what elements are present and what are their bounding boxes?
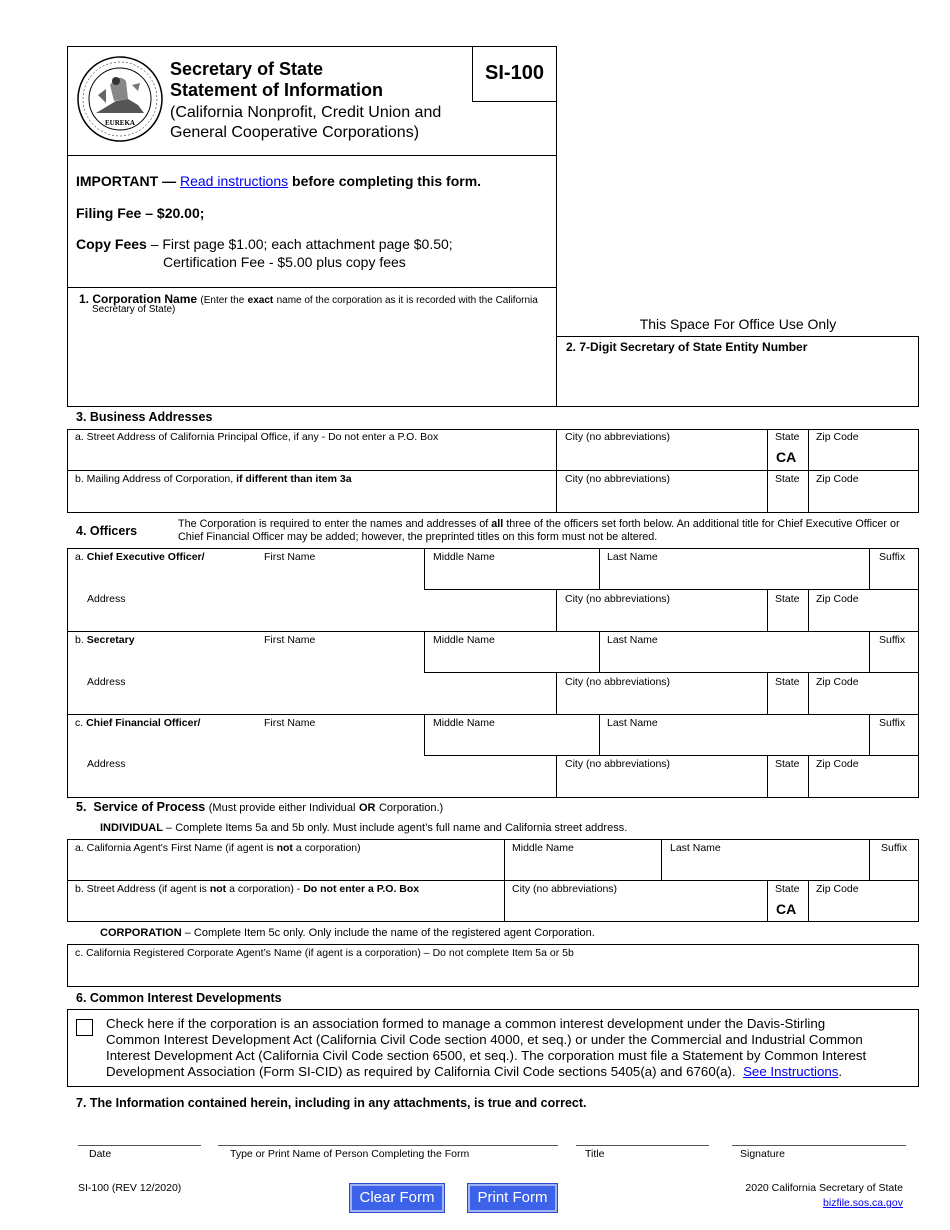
- secretary-last-name-input[interactable]: [601, 647, 867, 671]
- col-divider: [767, 429, 768, 513]
- middle-name-label: Middle Name: [512, 842, 574, 854]
- signature-input[interactable]: [732, 1122, 906, 1144]
- mailing-label-a: b. Mailing Address of Corporation,: [75, 473, 234, 485]
- agent-first-name-label: [75, 842, 361, 854]
- certification-fee: Certification Fee - $5.00 plus copy fees: [163, 254, 406, 270]
- col-divider: [808, 755, 809, 798]
- zip-label: Zip Code: [816, 676, 859, 688]
- col-divider: [808, 672, 809, 714]
- corporate-agent-input[interactable]: [69, 961, 917, 985]
- item5-header: [76, 800, 443, 814]
- clear-form-button[interactable]: Clear Form: [350, 1184, 444, 1212]
- col-divider: [767, 589, 768, 631]
- ceo-zip-input[interactable]: [810, 606, 917, 630]
- cfo-city-input[interactable]: [558, 771, 765, 796]
- cid-checkbox[interactable]: [76, 1019, 93, 1036]
- cfo-first-name-input[interactable]: [262, 730, 422, 754]
- title-line2: Statement of Information: [170, 80, 384, 100]
- item4-desc-b: three of the officers set forth below. An additional title for Chief Executive Officer or: [506, 518, 900, 530]
- agent-city-input[interactable]: [506, 896, 765, 920]
- agent-street-input[interactable]: [69, 896, 502, 920]
- print-form-button[interactable]: Print Form: [468, 1184, 557, 1212]
- row-divider: [67, 714, 919, 715]
- form-code: SI-100: [485, 62, 544, 84]
- cfo-title: [75, 717, 200, 729]
- col-divider: [599, 714, 600, 755]
- last-name-label: Last Name: [670, 842, 721, 854]
- agent-a-label-a: a. California Agent's First Name (if agent is: [75, 842, 274, 854]
- col-divider: [808, 880, 809, 922]
- item4-desc-a: The Corporation is required to enter the names and addresses of: [178, 518, 489, 530]
- address-label: Address: [87, 593, 126, 605]
- col-divider: [808, 589, 809, 631]
- ceo-address-input[interactable]: [69, 606, 554, 630]
- col-divider: [869, 631, 870, 672]
- zip-label: Zip Code: [816, 593, 859, 605]
- suffix-label: Suffix: [879, 717, 906, 729]
- corporation-instructions: [100, 927, 595, 939]
- col-divider: [808, 429, 809, 513]
- item4-description-line2: Chief Financial Officer may be added; however, the preprinted titles on this form must not be altered.: [178, 531, 658, 543]
- principal-office-input[interactable]: [69, 445, 554, 469]
- title-line1: Secretary of State: [170, 59, 324, 79]
- row-divider: [67, 631, 919, 632]
- office-use-label: This Space For Office Use Only: [639, 316, 837, 332]
- cfo-middle-name-input[interactable]: [426, 730, 597, 754]
- agent-state-value[interactable]: CA: [776, 901, 797, 917]
- address-label: Address: [87, 676, 126, 688]
- suffix-label: Suffix: [879, 551, 906, 563]
- last-name-label: Last Name: [607, 634, 658, 646]
- cfo-last-name-input[interactable]: [601, 730, 867, 754]
- city-label: City (no abbreviations): [512, 883, 618, 895]
- ceo-title: [75, 551, 205, 563]
- signature-line: [732, 1145, 906, 1146]
- item5-note-a: (Must provide either Individual: [208, 802, 356, 814]
- name-line: [218, 1145, 558, 1146]
- see-instructions-link[interactable]: See Instructions: [743, 1064, 839, 1079]
- city-label: City (no abbreviations): [565, 758, 671, 770]
- title-line: [576, 1145, 709, 1146]
- mailing-city-input[interactable]: [558, 487, 765, 511]
- zip-label: Zip Code: [816, 883, 859, 895]
- cid-line4-text: Development Association (Form SI-CID) as required by California Civil Code sections 5405(a) and 6760(a).: [106, 1064, 736, 1079]
- item7-title: 7. The Information contained herein, including in any attachments, is true and correct.: [76, 1096, 587, 1110]
- agent-b-label-b: a corporation) -: [229, 883, 301, 895]
- col-divider: [767, 755, 768, 798]
- svg-text:EUREKA: EUREKA: [105, 119, 135, 127]
- city-label: City (no abbreviations): [565, 676, 671, 688]
- agent-middle-name-input[interactable]: [506, 855, 659, 879]
- agent-street-label: [75, 883, 419, 895]
- cid-link-suffix: .: [838, 1064, 843, 1079]
- copy-fees: [76, 236, 453, 252]
- item5-number: 5.: [76, 800, 87, 814]
- cid-text-line2: Common Interest Development Act (California Civil Code section 4000, et seq.) or under the Commercial and Industrial Common: [106, 1032, 863, 1047]
- agent-b-label-bold: Do not enter a P.O. Box: [303, 883, 420, 895]
- col-divider: [556, 429, 557, 513]
- zip-label: Zip Code: [816, 473, 859, 485]
- first-name-label: First Name: [264, 551, 316, 563]
- secretary-city-input[interactable]: [558, 689, 765, 713]
- form-code-underline: [472, 101, 557, 102]
- mailing-state-input[interactable]: [769, 487, 806, 511]
- col-divider: [869, 839, 870, 880]
- state-label: State: [775, 473, 800, 485]
- middle-name-label: Middle Name: [433, 634, 495, 646]
- col-divider: [424, 631, 425, 672]
- cid-text-line3: Interest Development Act (California Civil Code section 6500, et seq.). The corporation must file a Statement by Common Interest: [106, 1048, 867, 1063]
- corporation-label: CORPORATION: [100, 927, 182, 939]
- cfo-state-input[interactable]: [769, 771, 806, 796]
- agent-zip-input[interactable]: [810, 896, 917, 920]
- ceo-prefix: a.: [75, 551, 84, 563]
- agent-last-name-input[interactable]: [663, 855, 867, 879]
- subtitle-line1: (California Nonprofit, Credit Union and: [170, 104, 442, 121]
- cid-text-line1: Check here if the corporation is an association formed to manage a common interest development under the Davis-Stirling: [106, 1016, 826, 1031]
- state-label: State: [775, 593, 800, 605]
- printed-name-label: Type or Print Name of Person Completing the Form: [230, 1148, 470, 1160]
- cfo-zip-input[interactable]: [810, 771, 917, 796]
- item5-note-or: OR: [358, 802, 376, 814]
- col-divider: [504, 839, 505, 922]
- last-name-label: Last Name: [607, 717, 658, 729]
- principal-office-label: a. Street Address of California Principal Office, if any - Do not enter a P.O. Box: [75, 431, 439, 443]
- state-label: State: [775, 758, 800, 770]
- first-name-label: First Name: [264, 634, 316, 646]
- date-input[interactable]: [78, 1122, 201, 1144]
- agent-a-label-not: not: [276, 842, 293, 854]
- col-divider: [556, 755, 557, 798]
- important-suffix: before completing this form.: [292, 173, 482, 189]
- state-label: State: [775, 431, 800, 443]
- mailing-label-bold: if different than item 3a: [236, 473, 352, 485]
- item5-title: Service of Process: [93, 800, 206, 814]
- item4-desc-all: all: [491, 518, 504, 530]
- ceo-middle-name-input[interactable]: [426, 564, 597, 588]
- row-divider: [67, 470, 919, 471]
- item1-note-exact: exact: [247, 295, 274, 306]
- date-label: Date: [89, 1148, 112, 1160]
- col-divider: [767, 672, 768, 714]
- col-divider: [767, 880, 768, 922]
- cfo-prefix: c.: [75, 717, 84, 729]
- col-divider: [869, 714, 870, 755]
- item1-note-a: (Enter the: [200, 295, 245, 306]
- zip-label: Zip Code: [816, 431, 859, 443]
- city-label: City (no abbreviations): [565, 593, 671, 605]
- principal-city-input[interactable]: [558, 445, 765, 469]
- copyright: 2020 California Secretary of State: [745, 1182, 903, 1194]
- individual-instructions: [100, 822, 627, 834]
- individual-label: INDIVIDUAL: [100, 822, 163, 834]
- ceo-last-name-input[interactable]: [601, 564, 867, 588]
- form-revision: SI-100 (REV 12/2020): [78, 1182, 182, 1194]
- mailing-zip-input[interactable]: [810, 487, 917, 511]
- ceo-suffix-input[interactable]: [871, 564, 917, 588]
- copy-fees-text: – First page $1.00; each attachment page $0.50;: [150, 236, 453, 252]
- col-divider: [869, 548, 870, 589]
- col-divider: [424, 714, 425, 755]
- secretary-label: Secretary: [86, 634, 135, 646]
- col-divider: [661, 839, 662, 880]
- secretary-suffix-input[interactable]: [871, 647, 917, 671]
- ceo-city-input[interactable]: [558, 606, 765, 630]
- middle-name-label: Middle Name: [433, 551, 495, 563]
- ceo-label: Chief Executive Officer/: [86, 551, 205, 563]
- corporate-agent-label: c. California Registered Corporate Agent’s Name (if agent is a corporation) – Do not complete Item 5a or 5b: [75, 947, 574, 959]
- suffix-label: Suffix: [881, 842, 908, 854]
- read-instructions-link[interactable]: Read instructions: [179, 173, 289, 189]
- col-divider: [424, 548, 425, 589]
- signature-label: Signature: [740, 1148, 785, 1160]
- last-name-label: Last Name: [607, 551, 658, 563]
- entity-number-label: 2. 7-Digit Secretary of State Entity Number: [566, 340, 808, 354]
- agent-b-label-a: b. Street Address (if agent is: [75, 883, 207, 895]
- item5-note-b: Corporation.): [378, 802, 444, 814]
- item6-title: 6. Common Interest Developments: [76, 991, 282, 1005]
- important-notice: [76, 173, 481, 189]
- ceo-first-name-input[interactable]: [262, 564, 422, 588]
- mailing-address-input[interactable]: [69, 487, 554, 511]
- first-name-label: First Name: [264, 717, 316, 729]
- item1-number: 1.: [79, 292, 90, 306]
- agent-a-label-b: a corporation): [295, 842, 361, 854]
- secretary-state-input[interactable]: [769, 689, 806, 713]
- copy-fees-label: Copy Fees: [76, 236, 147, 252]
- state-label: State: [775, 883, 800, 895]
- california-seal-icon: [76, 55, 164, 143]
- cfo-suffix-input[interactable]: [871, 730, 917, 754]
- secretary-title: [75, 634, 135, 646]
- item4-description: [178, 518, 900, 530]
- date-line: [78, 1145, 201, 1146]
- row-divider: [67, 880, 919, 881]
- row-divider: [424, 672, 919, 673]
- principal-zip-input[interactable]: [810, 445, 917, 469]
- title-label: Title: [585, 1148, 605, 1160]
- col-divider: [556, 589, 557, 631]
- cfo-address-input[interactable]: [69, 771, 554, 796]
- item1-note-line2: Secretary of State): [92, 304, 176, 315]
- entity-number-input[interactable]: [559, 356, 916, 404]
- row-divider: [424, 589, 919, 590]
- printed-name-input[interactable]: [218, 1122, 558, 1144]
- mailing-address-label: [75, 473, 352, 485]
- suffix-label: Suffix: [879, 634, 906, 646]
- title-input[interactable]: [576, 1122, 709, 1144]
- individual-text: – Complete Items 5a and 5b only. Must include agent’s full name and California street address.: [166, 822, 628, 834]
- address-label: Address: [87, 758, 126, 770]
- cid-text-line4: [106, 1064, 842, 1079]
- item3-title: 3. Business Addresses: [76, 410, 213, 424]
- principal-state-value[interactable]: CA: [776, 449, 797, 465]
- secretary-first-name-input[interactable]: [262, 647, 422, 671]
- item4-title: 4. Officers: [76, 524, 138, 538]
- city-label: City (no abbreviations): [565, 431, 671, 443]
- secretary-address-input[interactable]: [69, 689, 554, 713]
- secretary-zip-input[interactable]: [810, 689, 917, 713]
- item1-title: Corporation Name: [92, 292, 198, 306]
- col-divider: [556, 672, 557, 714]
- state-label: State: [775, 676, 800, 688]
- subtitle-line2: General Cooperative Corporations): [170, 124, 420, 141]
- item1-note-b: name of the corporation as it is recorded with the California: [276, 295, 538, 306]
- corporation-name-input[interactable]: [70, 320, 554, 404]
- row-divider: [424, 755, 919, 756]
- agent-suffix-input[interactable]: [871, 855, 917, 879]
- col-divider: [599, 548, 600, 589]
- secretary-prefix: b.: [75, 634, 84, 646]
- city-label: City (no abbreviations): [565, 473, 671, 485]
- agent-b-label-not: not: [209, 883, 227, 895]
- agent-first-name-input[interactable]: [69, 855, 502, 879]
- ceo-state-input[interactable]: [769, 606, 806, 630]
- corporation-text: – Complete Item 5c only. Only include the name of the registered agent Corporation.: [184, 927, 595, 939]
- important-prefix: IMPORTANT —: [76, 173, 177, 189]
- zip-label: Zip Code: [816, 758, 859, 770]
- cfo-label: Chief Financial Officer/: [86, 717, 201, 729]
- filing-fee: Filing Fee – $20.00;: [76, 205, 205, 221]
- middle-name-label: Middle Name: [433, 717, 495, 729]
- secretary-middle-name-input[interactable]: [426, 647, 597, 671]
- bizfile-link[interactable]: bizfile.sos.ca.gov: [823, 1197, 903, 1209]
- col-divider: [599, 631, 600, 672]
